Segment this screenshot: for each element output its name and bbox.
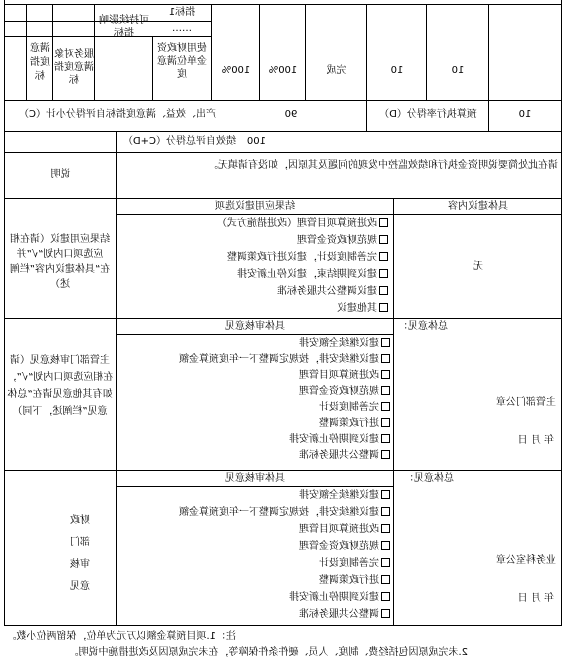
- suggestion-option[interactable]: 建议调整公共服务标准: [277, 285, 388, 298]
- rule: [52, 4, 53, 100]
- finance-review-option[interactable]: 调整公共服务标准: [299, 608, 390, 621]
- checkbox-icon[interactable]: [381, 609, 390, 618]
- rule: [426, 4, 427, 100]
- dept-review-label: 主管部门审核意见（请在相应选项口内划“√”，如有其他意见请在“总体意见”栏阐述，下同）: [6, 355, 114, 417]
- subtotal-value: 90: [284, 109, 298, 120]
- dept-date-label: 年 月 日: [517, 435, 554, 446]
- checkbox-icon[interactable]: [379, 235, 388, 244]
- rule: [4, 100, 562, 101]
- finance-review-overall-header: 总体意见：: [404, 473, 454, 484]
- subtotal-label: 产出、效益、满意度指标自评得分小计（C）: [19, 109, 216, 120]
- ellipsis-marker: ……: [172, 23, 192, 34]
- border-left: [561, 0, 562, 625]
- suggestion-option[interactable]: 完善制度设计，建议进行政策调整: [227, 251, 388, 264]
- finance-review-label: 财政部门审核意见: [70, 515, 90, 592]
- dept-review-option[interactable]: 建议继续安排，按规定调整下一年度预算金额: [179, 353, 390, 366]
- suggestion-content-header: 具体建议内容: [448, 201, 508, 212]
- checkbox-icon[interactable]: [381, 524, 390, 533]
- finance-review-specific-header: 具体审核意见: [225, 473, 285, 484]
- suggestion-content-value: 无: [473, 261, 483, 272]
- rule: [4, 152, 562, 153]
- checkbox-icon[interactable]: [381, 370, 390, 379]
- finance-review-option[interactable]: 建议到期停止新安排: [289, 591, 390, 604]
- checkbox-icon[interactable]: [379, 252, 388, 261]
- checkbox-icon[interactable]: [381, 558, 390, 567]
- finance-review-option[interactable]: 进行政策调整: [319, 574, 390, 587]
- finance-review-option[interactable]: 建议继续全额安排: [299, 489, 390, 502]
- suggestion-option[interactable]: 规范财政资金管理: [297, 234, 388, 247]
- dept-stamp-label: 主管部门公章: [496, 397, 556, 408]
- border-right: [4, 0, 5, 625]
- suggestion-label: 结果应用建议（请在相应选项口内划“√”并在“具体建议内容”栏阐述）: [9, 234, 111, 290]
- rule: [116, 334, 394, 335]
- rule: [4, 198, 562, 199]
- dept-review-option[interactable]: 进行政策调整: [319, 417, 390, 430]
- budget-score-label: 预算执行率得分（D）: [379, 109, 477, 120]
- rule: [366, 4, 367, 100]
- checkbox-icon[interactable]: [381, 434, 390, 443]
- sustain-indicator-label: 可持续影响指标: [99, 15, 149, 39]
- rule: [259, 4, 260, 100]
- rule: [393, 198, 394, 318]
- dept-review-option[interactable]: 完善制度设计: [319, 401, 390, 414]
- checkbox-icon[interactable]: [381, 354, 390, 363]
- rule: [152, 36, 153, 100]
- finance-stamp-label: 业务科室公章: [496, 555, 556, 566]
- explanation-label: 说明: [50, 169, 71, 180]
- dept-review-overall-header: 总体意见：: [398, 321, 448, 332]
- checkbox-icon[interactable]: [379, 269, 388, 278]
- dept-review-specific-header: 具体审核意见: [225, 321, 285, 332]
- rule: [488, 4, 489, 100]
- dept-review-option[interactable]: 调整公共服务标准: [299, 449, 390, 462]
- finance-review-option[interactable]: 规范财政资金管理: [299, 540, 390, 553]
- dept-review-option[interactable]: 建议到期停止新安排: [289, 433, 390, 446]
- footnote-1: 注：1.项目预算金额以万元为单位，保留两位小数。: [6, 631, 236, 642]
- indicator-1: 指标1: [168, 7, 196, 18]
- footnote-2: 2.未完成原因包括经费、制度、人员、硬件条件保障等，在未完成原因及改进措施中说明。: [68, 647, 468, 658]
- dept-review-option[interactable]: 改进预算项目管理: [299, 369, 390, 382]
- explanation-text: 请在此处简要说明资金执行和绩效监控中发现的问题及其原因，如没有请填无。: [208, 160, 558, 171]
- rule: [4, 625, 562, 626]
- finance-date-label: 年 月 日: [517, 593, 554, 604]
- checkbox-icon[interactable]: [379, 218, 388, 227]
- rule: [116, 486, 394, 487]
- suggestion-options-header: 结果应用建议选项: [215, 201, 295, 212]
- service-target-satisfaction-label: 服务对象满意度指标: [54, 49, 94, 86]
- score-value: 10: [451, 65, 465, 76]
- score-weight: 10: [390, 65, 404, 76]
- suggestion-option[interactable]: 改进预算项目管理（改进措施方式）: [217, 217, 388, 230]
- rule: [4, 470, 562, 471]
- rule: [366, 100, 367, 131]
- checkbox-icon[interactable]: [381, 386, 390, 395]
- rule: [94, 4, 95, 100]
- rule: [211, 4, 212, 100]
- finance-review-option[interactable]: 改进预算项目管理: [299, 523, 390, 536]
- checkbox-icon[interactable]: [381, 592, 390, 601]
- target-value: 100%: [221, 65, 251, 76]
- checkbox-icon[interactable]: [381, 490, 390, 499]
- total-score-label: 绩效自评总得分（C+D）: [122, 136, 236, 147]
- checkbox-icon[interactable]: [379, 303, 388, 312]
- satisfaction-indicator-label: 满意度指标: [30, 43, 50, 82]
- checkbox-icon[interactable]: [381, 541, 390, 550]
- rule: [116, 131, 117, 152]
- checkbox-icon[interactable]: [381, 575, 390, 584]
- finance-review-option[interactable]: 完善制度设计: [319, 557, 390, 570]
- checkbox-icon[interactable]: [381, 402, 390, 411]
- suggestion-option[interactable]: 其他建议: [337, 302, 388, 315]
- checkbox-icon[interactable]: [379, 286, 388, 295]
- rule: [26, 4, 27, 100]
- budget-score-value: 10: [518, 109, 532, 120]
- rule: [4, 318, 562, 319]
- completion-status: 完成: [326, 65, 347, 76]
- dept-review-option[interactable]: 规范财政资金管理: [299, 385, 390, 398]
- unit-satisfaction-label: 使用财政资金单位满意度: [157, 43, 207, 80]
- rule: [305, 4, 306, 100]
- rule: [4, 4, 562, 5]
- actual-value: 100%: [268, 65, 298, 76]
- rule: [116, 214, 562, 215]
- rule: [393, 318, 394, 470]
- checkbox-icon[interactable]: [381, 507, 390, 516]
- rule: [4, 131, 562, 132]
- rule: [116, 152, 117, 625]
- rule: [393, 470, 394, 625]
- suggestion-option[interactable]: 建议到期结束，建议停止新安排: [237, 268, 388, 281]
- checkbox-icon[interactable]: [381, 418, 390, 427]
- checkbox-icon[interactable]: [381, 338, 390, 347]
- total-score-value: 100: [246, 136, 266, 147]
- finance-review-option[interactable]: 建议继续安排，按规定调整下一年度预算金额: [179, 506, 390, 519]
- dept-review-option[interactable]: 建议继续全额安排: [299, 337, 390, 350]
- checkbox-icon[interactable]: [381, 450, 390, 459]
